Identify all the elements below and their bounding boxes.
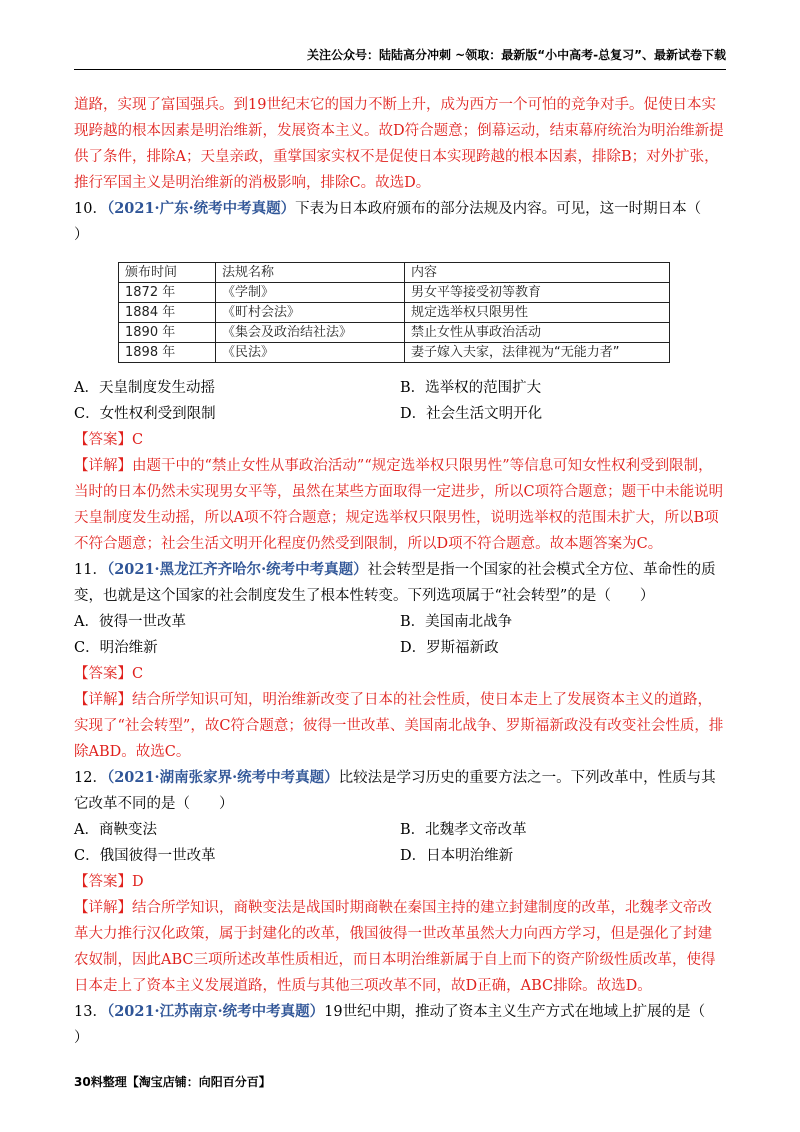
options-row: [74, 375, 726, 401]
question-12: [74, 765, 726, 999]
table-header: 法规名称: [216, 263, 405, 283]
footer-text: 30料整理【淘宝店铺：向阳百分百】: [74, 1075, 271, 1089]
option-b: B．美国南北战争: [400, 614, 513, 630]
table-cell: 男女平等接受初等教育: [405, 283, 670, 303]
question-number: 10．: [74, 201, 107, 217]
option-a: A．天皇制度发生动摇: [74, 380, 215, 396]
table-cell: 1898 年: [119, 343, 216, 363]
table-cell: 1890 年: [119, 323, 216, 343]
previous-answer-detail: 道路，实现了富国强兵。到19世纪末它的国力不断上升，成为西方一个可怕的竞争对手。促使日本实现跨越的根本因素是明治维新，发展资本主义。故D符合题意；倒幕运动，结束幕府统治为明治维新提供了条件，排除A；天皇亲政，重掌国家实权不是促使日本实现跨越的根本因素，排除B；对外扩张，推行军国主义是明治维新的消极影响，排除C。故选D。: [74, 97, 724, 191]
law-table: [118, 262, 670, 363]
question-11-stem: [74, 557, 726, 609]
table-cell: 《町村会法》: [216, 303, 405, 323]
question-10: [74, 196, 726, 557]
options-row: [74, 635, 726, 661]
options-row: [74, 609, 726, 635]
option-d: D．社会生活文明开化: [400, 406, 543, 422]
options-row: [74, 843, 726, 869]
question-source: （2021·广东·统考中考真题）: [106, 200, 296, 217]
options-row: [74, 401, 726, 427]
question-text: 下表为日本政府颁布的部分法规及内容。可见，这一时期日本（: [295, 201, 702, 217]
answer-detail: 【详解】结合所学知识，商鞅变法是战国时期商鞅在秦国主持的建立封建制度的改革，北魏孝文帝改革大力推行汉化政策，属于封建化的改革，俄国彼得一世改革虽然大力向西方学习，但是强化了封建农奴制，因此ABC三项所述改革性质相近，而日本明治维新属于自上而下的资产阶级性质改革，使得日本走上了资本主义发展道路，性质与其他三项改革不同，故D正确，ABC排除。故选D。: [74, 900, 716, 994]
question-source: （2021·江苏南京·统考中考真题）: [106, 1003, 325, 1020]
table-header: 内容: [405, 263, 670, 283]
answer: 【答案】C: [74, 432, 144, 448]
question-number: 11．: [74, 562, 107, 578]
question-source: （2021·湖南张家界·统考中考真题）: [106, 769, 339, 786]
question-11: [74, 557, 726, 765]
answer-detail: 【详解】由题干中的“禁止女性从事政治活动”“规定选举权只限男性”等信息可知女性权利受到限制，当时的日本仍然未实现男女平等，虽然在某些方面取得一定进步，所以C项符合题意；题干中未能说明天皇制度发生动摇，所以A项不符合题意；规定选举权只限男性，说明选举权的范围未扩大，所以B项不符合题意；社会生活文明开化程度仍然受到限制，所以D项不符合题意。故本题答案为C。: [74, 458, 724, 552]
table-cell: 《民法》: [216, 343, 405, 363]
table-row: [119, 283, 670, 303]
table-cell: 1872 年: [119, 283, 216, 303]
page-header: [74, 46, 726, 70]
table-cell: 禁止女性从事政治活动: [405, 323, 670, 343]
answer: 【答案】D: [74, 874, 144, 890]
option-c: C．明治维新: [74, 640, 158, 656]
option-b: B．选举权的范围扩大: [400, 380, 542, 396]
table-header: 颁布时间: [119, 263, 216, 283]
table-row: [119, 343, 670, 363]
answer-detail: 【详解】结合所学知识可知，明治维新改变了日本的社会性质，使日本走上了发展资本主义的道路，实现了“社会转型”，故C符合题意；彼得一世改革、美国南北战争、罗斯福新政没有改变社会性质，排除ABD。故选C。: [74, 692, 724, 760]
option-c: C．女性权利受到限制: [74, 406, 216, 422]
option-d: D．日本明治维新: [400, 848, 514, 864]
question-text: 社会转型是指一个国家的社会模式全方位、革命性的质变，也就是这个国家的社会制度发生了根本性转变。下列选项属于“社会转型”的是（ ）: [74, 562, 716, 604]
question-text: 比较法是学习历史的重要方法之一。下列改革中，性质与其它改革不同的是（ ）: [74, 770, 716, 812]
option-d: D．罗斯福新政: [400, 640, 499, 656]
table-cell: 1884 年: [119, 303, 216, 323]
question-source: （2021·黑龙江齐齐哈尔·统考中考真题）: [106, 561, 368, 578]
table-header-row: [119, 263, 670, 283]
question-number: 13．: [74, 1004, 107, 1020]
table-cell: 《集会及政治结社法》: [216, 323, 405, 343]
question-text: 19世纪中期，推动了资本主义生产方式在地域上扩展的是（: [324, 1004, 706, 1020]
table-row: [119, 323, 670, 343]
question-12-stem: [74, 765, 726, 817]
page-footer: [74, 1073, 271, 1090]
table-row: [119, 303, 670, 323]
table-cell: 《学制》: [216, 283, 405, 303]
header-text: 关注公众号：陆陆高分冲刺 ~领取：最新版“小中高考-总复习”、最新试卷下载: [307, 48, 726, 62]
question-13-stem: [74, 999, 726, 1051]
options-row: [74, 817, 726, 843]
table-cell: 妻子嫁入夫家，法律视为“无能力者”: [405, 343, 670, 363]
question-text-end: ）: [74, 227, 89, 243]
table-cell: 规定选举权只限男性: [405, 303, 670, 323]
option-a: A．彼得一世改革: [74, 614, 186, 630]
question-number: 12．: [74, 770, 107, 786]
option-b: B．北魏孝文帝改革: [400, 822, 527, 838]
question-text-end: ）: [74, 1030, 89, 1046]
question-10-stem: [74, 196, 726, 248]
option-c: C．俄国彼得一世改革: [74, 848, 216, 864]
page-content: [74, 92, 726, 1051]
option-a: A．商鞅变法: [74, 822, 157, 838]
question-13: [74, 999, 726, 1051]
answer: 【答案】C: [74, 666, 144, 682]
